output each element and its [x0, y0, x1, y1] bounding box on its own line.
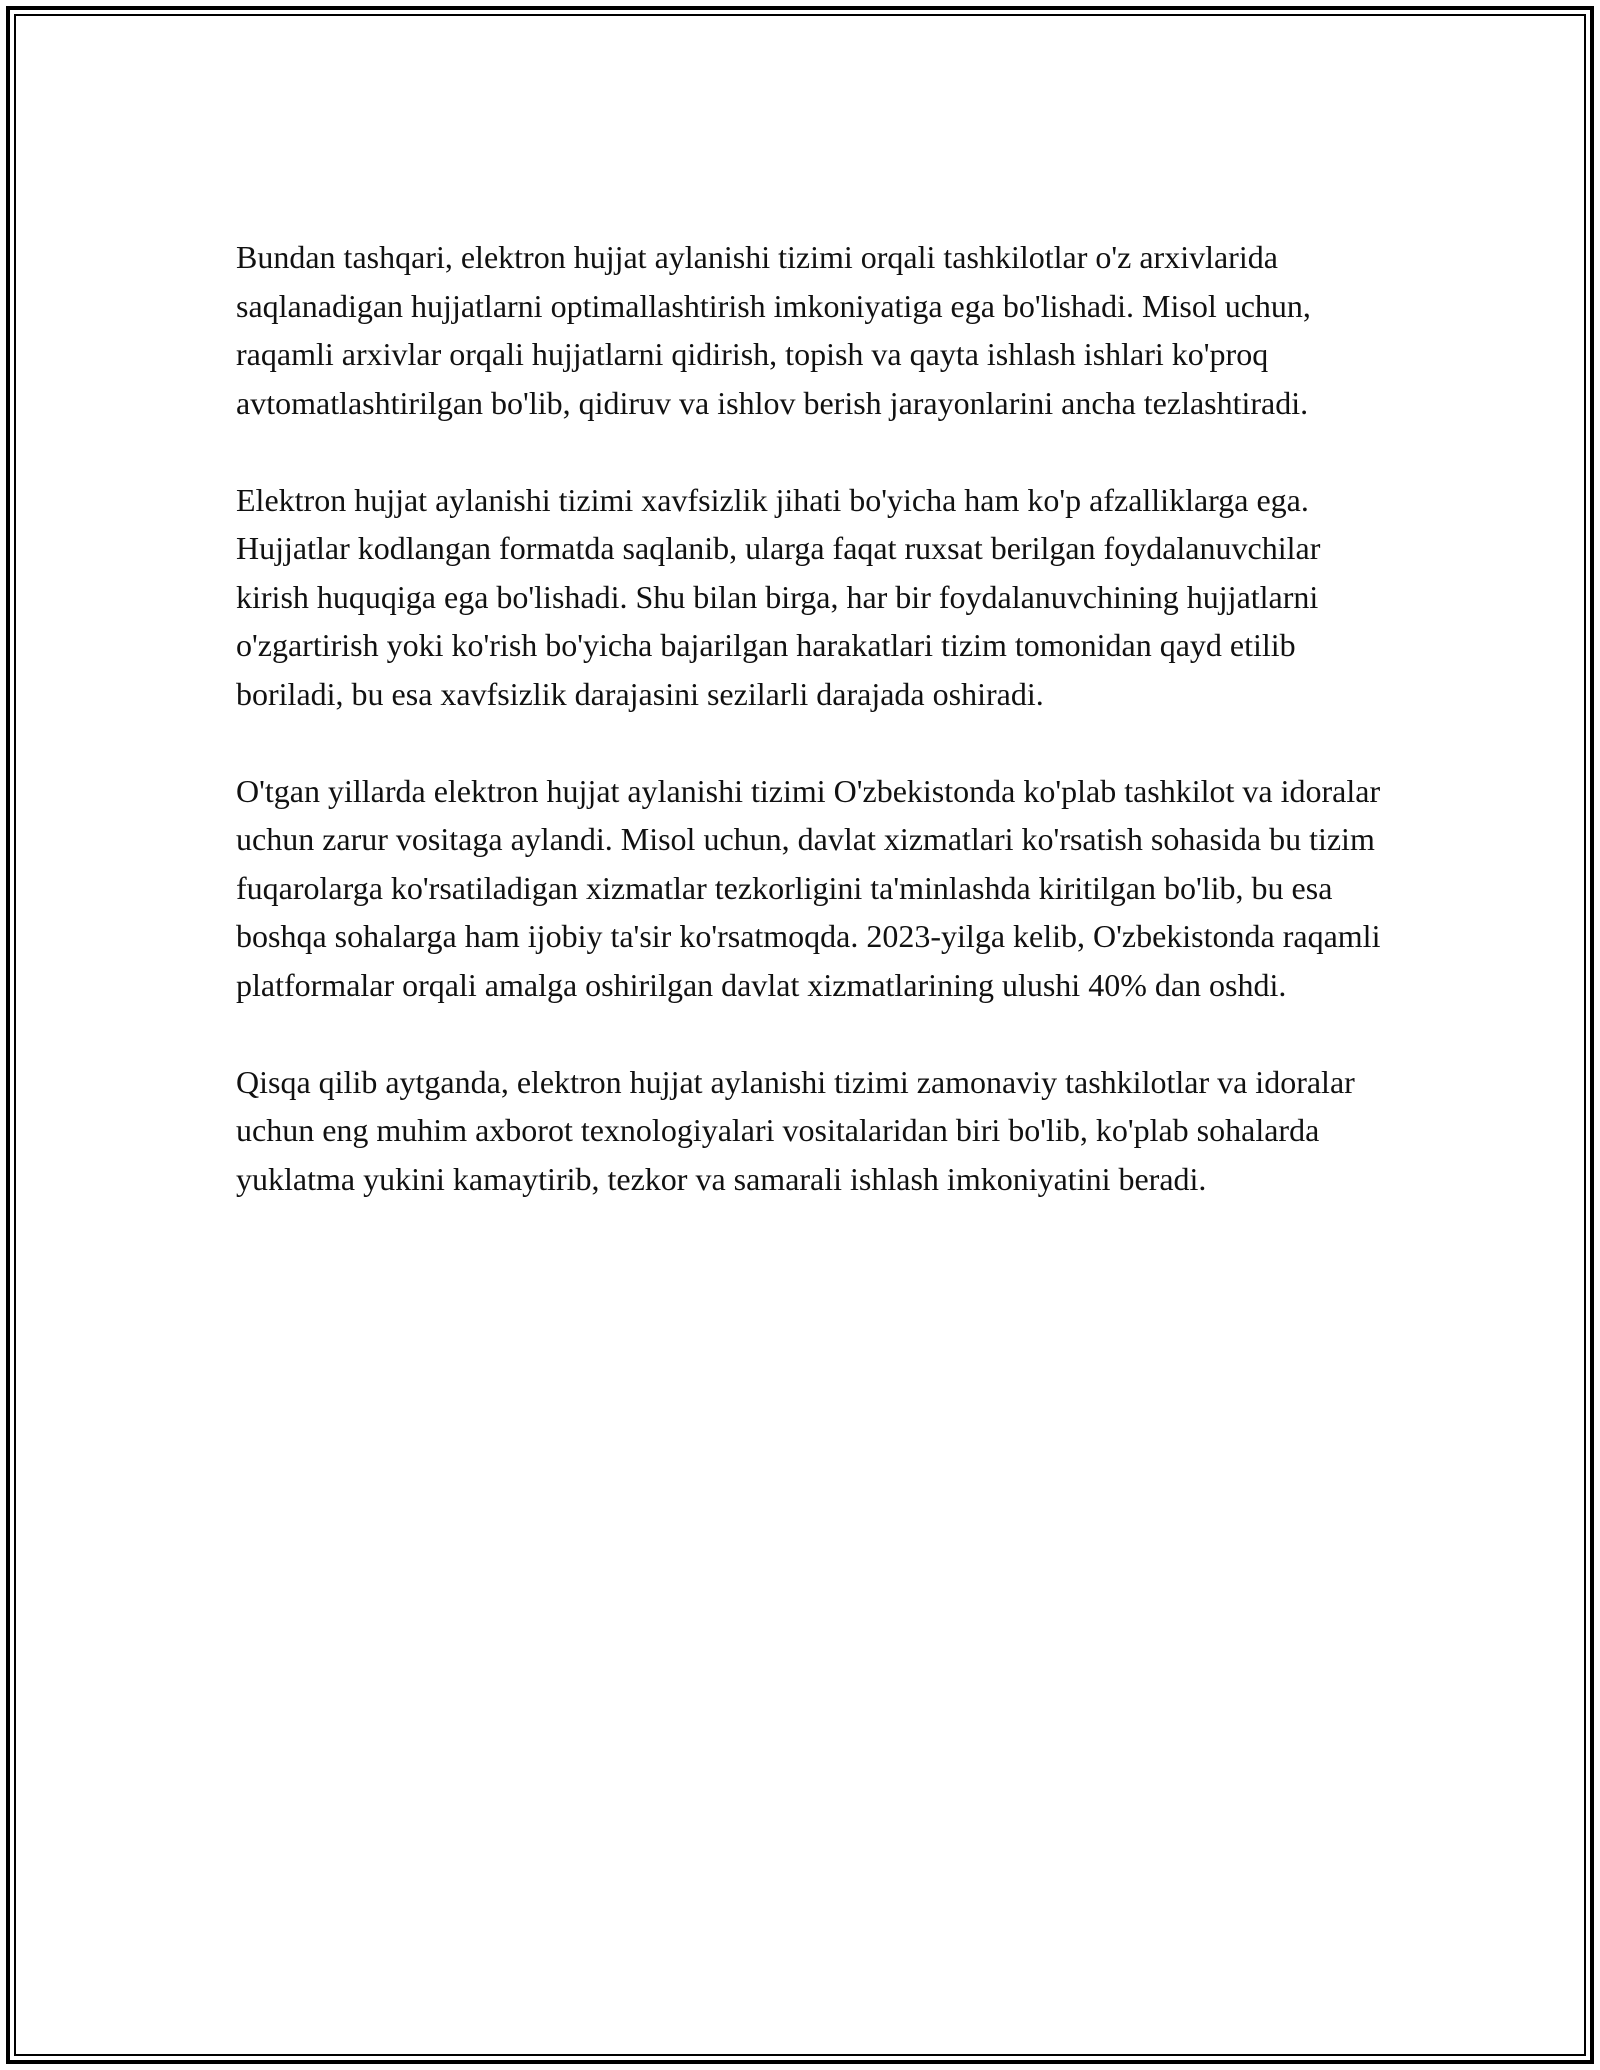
- paragraph-4: Qisqa qilib aytganda, elektron hujjat aylanishi tizimi zamonaviy tashkilotlar va idoralar uchun eng muhim axborot texnologiyalari vositalaridan biri bo'lib, ko'plab sohalarda yuklatma yukini kamaytirib, tezkor va samarali ishlash imkoniyatini beradi.: [236, 1063, 1355, 1197]
- paragraph-2: Elektron hujjat aylanishi tizimi xavfsizlik jihati bo'yicha ham ko'p afzalliklarga ega. Hujjatlar kodlangan formatda saqlanib, ularga faqat ruxsat berilgan foydalanuvchilar kirish huquqiga ega bo'lishadi. Shu bilan birga, har bir foydalanuvchining hujjatlarni o'zgartirish yoki ko'rish bo'yicha bajarilgan harakatlari tizim tomonidan qayd etilib boriladi, bu esa xavfsizlik darajasini sezilarli darajada oshiradi.: [236, 481, 1321, 712]
- paragraph-1: Bundan tashqari, elektron hujjat aylanishi tizimi orqali tashkilotlar o'z arxivlarida saqlanadigan hujjatlarni optimallashtirish imkoniyatiga ega bo'lishadi. Misol uchun, raqamli arxivlar orqali hujjatlarni qidirish, topish va qayta ishlash ishlari ko'proq avtomatlashtirilgan bo'lib, qidiruv va ishlov berish jarayonlarini ancha tezlashtiradi.: [236, 239, 1311, 421]
- paragraph-3: O'tgan yillarda elektron hujjat aylanishi tizimi O'zbekistonda ko'plab tashkilot va idoralar uchun zarur vositaga aylandi. Misol uchun, davlat xizmatlari ko'rsatish sohasida bu tizim fuqarolarga ko'rsatiladigan xizmatlar tezkorligini ta'minlashda kiritilgan bo'lib, bu esa boshqa sohalarga ham ijobiy ta'sir ko'rsatmoqda. 2023-yilga kelib, O'zbekistonda raqamli platformalar orqali amalga oshirilgan davlat xizmatlarining ulushi 40% dan oshdi.: [236, 772, 1381, 1003]
- document-body: [236, 233, 1386, 1252]
